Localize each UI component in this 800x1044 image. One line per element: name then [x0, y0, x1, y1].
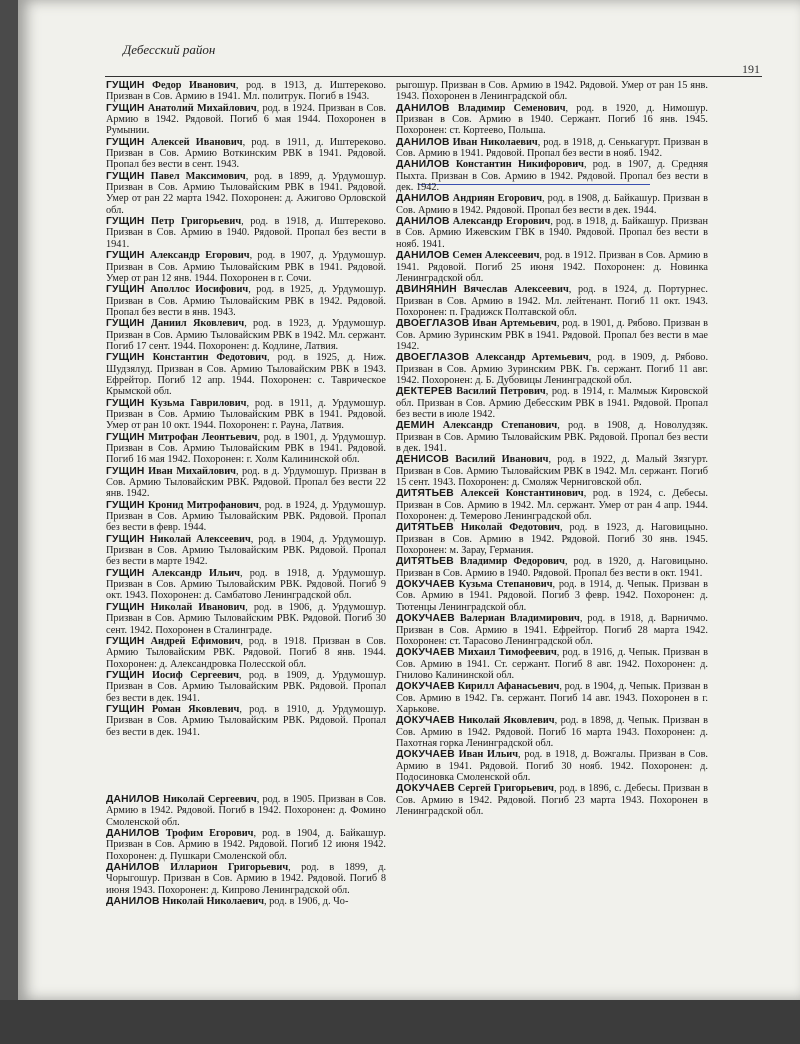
entry-given-name: Алексей Константинович	[460, 488, 584, 500]
entry-details: , род. в 1901, д. Рябово. Призван в Сов. Армию Зуринским РВК в 1941. Рядовой. Пропал без вести в мае 1942.	[396, 318, 708, 352]
memorial-entry	[106, 670, 386, 704]
entry-given-name: Федор Иванович	[152, 80, 236, 91]
entry-surname: ГУЩИН	[106, 431, 145, 443]
header-rule	[105, 76, 762, 77]
memorial-entry	[106, 137, 386, 171]
entry-details: , род. в 1904, д. Урдумошур. Призван в Сов. Армию Тыловайским РВК. Рядовой. Пропал без вести в марте 1942.	[106, 533, 386, 568]
memorial-entry	[396, 783, 708, 817]
entry-surname: ГУЩИН	[106, 397, 145, 409]
entry-surname: ДАНИЛОВ	[396, 193, 450, 205]
memorial-entry	[106, 862, 386, 896]
entry-given-name: Николай Иванович	[150, 601, 246, 613]
entry-surname: ДОКУЧАЕВ	[396, 715, 455, 727]
memorial-entry	[396, 386, 708, 420]
memorial-entry	[396, 352, 708, 386]
entry-given-name: Иван Николаевич	[452, 136, 538, 148]
entry-given-name: Владимир Федорович	[459, 556, 565, 568]
entry-given-name: Николай Сергеевич	[162, 793, 257, 805]
page-number: 191	[742, 62, 760, 76]
entry-details: , род. в 1909, д. Урдумошур. Призван в Сов. Армию Тыловайским РВК. Рядовой. Пропал без вести в дек. 1941.	[106, 669, 387, 704]
entry-details: , род. в 1913, д. Иштереково. Призван в Сов. Армию в 1941. Мл. политрук. Погиб в 1943.	[106, 80, 386, 103]
memorial-entry	[396, 318, 708, 352]
entry-surname: ДЕМИН	[396, 420, 435, 432]
entry-surname: ДОКУЧАЕВ	[396, 579, 455, 591]
scan-bottom-edge	[0, 1000, 800, 1044]
entry-given-name: Николай Николаевич	[162, 896, 264, 908]
entry-surname: ДИТЯТЬЕВ	[396, 488, 454, 500]
entry-details: , род. в 1906, д. Чо-	[264, 896, 349, 908]
column-gap	[106, 738, 386, 794]
memorial-entry	[106, 432, 386, 466]
memorial-entry	[396, 488, 708, 522]
entry-surname: ГУЩИН	[106, 136, 145, 148]
entry-details: , род. в 1924, д. Урдумошур. Призван в Сов. Армию Тыловайским РВК. Рядовой. Пропал без вести в февр. 1944.	[106, 499, 386, 534]
entry-given-name: Николай Алексеевич	[149, 533, 251, 545]
entry-given-name: Андриян Егорович	[452, 193, 542, 205]
memorial-entry	[106, 318, 386, 352]
entry-surname: ГУЩИН	[106, 669, 145, 681]
memorial-entry	[106, 103, 386, 137]
entry-surname: ДАНИЛОВ	[106, 862, 160, 873]
entry-details: , род. в 1923, д. Наговицыно. Призван в Сов. Армию в 1942. Рядовой. Погиб 30 янв. 1945. Похоронен: м. Зарау, Германия.	[396, 522, 708, 557]
entry-given-name: Александр Ильич	[151, 567, 240, 579]
entry-details: рыгошур. Призван в Сов. Армию в 1942. Рядовой. Умер от ран 15 янв. 1943. Похоронен в Ленинградской обл.	[396, 80, 708, 103]
entry-details: , род. в 1911, д. Урдумошур. Призван в Сов. Армию Тыловайским РВК в 1941. Рядовой. Умер от ран 10 окт. 1944. Похоронен: г. Рауна, Латвия.	[106, 397, 386, 432]
memorial-entry	[396, 103, 708, 137]
entry-surname: ДАНИЛОВ	[396, 136, 450, 148]
entry-details: , род. в 1918, д. Иштереково. Призван в Сов. Армию в 1940. Рядовой. Пропал без вести в 1941.	[106, 216, 386, 250]
entry-details: , род. в 1925, д. Ниж. Шудзялуд. Призван в Сов. Армию Тыловайским РВК в 1943. Ефрейтор. Погиб 12 апр. 1944. Похоронен: с. Таврическое Крымской обл.	[106, 352, 387, 398]
entry-details: , род. в 1918. Призван в Сов. Армию Тыловайским РВК. Рядовой. Погиб 8 янв. 1944. Похоронен: д. Александровка Полесской обл.	[106, 635, 386, 670]
memorial-entry	[106, 284, 386, 318]
memorial-entry	[106, 250, 386, 284]
entry-surname: ДОКУЧАЕВ	[396, 647, 455, 659]
entry-details: , род. в 1918, д. Сенькагурт. Призван в Сов. Армию в 1941. Рядовой. Пропал без вести в нояб. 1942.	[396, 136, 709, 160]
right-column	[396, 80, 708, 817]
entry-surname: ДИТЯТЬЕВ	[396, 522, 454, 534]
memorial-entry	[106, 398, 386, 432]
entry-surname: ДОКУЧАЕВ	[396, 783, 455, 795]
memorial-entry	[106, 80, 386, 103]
memorial-entry	[396, 193, 708, 216]
entry-surname: ГУЩИН	[106, 284, 145, 296]
entry-surname: ДЕНИСОВ	[396, 454, 450, 466]
right-entry-list	[396, 80, 708, 817]
entry-details: , род. в 1916, д. Чепык. Призван в Сов. Армию в 1941. Ст. сержант. Погиб 8 авг. 1942. Похоронен: д. Гнилово Калининской обл.	[396, 647, 708, 681]
entry-given-name: Петр Григорьевич	[151, 216, 242, 228]
entry-given-name: Алексей Иванович	[150, 136, 243, 148]
entry-surname: ДАНИЛОВ	[106, 827, 160, 839]
entry-given-name: Михаил Тимофеевич	[458, 647, 557, 659]
entry-details: , род. в 1920, д. Нимошур. Призван в Сов. Армию в 1940. Сержант. Погиб 16 янв. 1945. Похоронен: ст. Кортеево, Польша.	[396, 102, 709, 137]
memorial-entry	[396, 454, 708, 488]
entry-surname: ГУЩИН	[106, 703, 145, 715]
memorial-entry	[396, 749, 708, 783]
entry-details: , род. в 1896, с. Дебесы. Призван в Сов. Армию в 1942. Рядовой. Погиб 23 марта 1943. Похоронен в Ленинградской обл.	[396, 783, 709, 817]
entry-details: , род. в 1909, д. Рябово. Призван в Сов. Армию Зуринским РВК. Гв. сержант. Погиб 11 авг. 1942. Похоронен: д. Б. Дубовицы Ленинградской обл.	[396, 352, 709, 386]
memorial-entry	[396, 522, 708, 556]
entry-given-name: Василий Петрович	[456, 386, 546, 398]
entry-details: , род. в 1899, д. Урдумошур. Призван в Сов. Армию Тыловайским РВК в 1941. Рядовой. Умер от ран 22 марта 1942. Похоронен: д. Ажигово Орловской обл.	[106, 170, 386, 216]
entry-surname: ДОКУЧАЕВ	[396, 681, 455, 693]
entry-surname: ДОКУЧАЕВ	[396, 613, 455, 625]
memorial-entry	[106, 602, 386, 636]
memorial-entry	[106, 500, 386, 534]
entry-given-name: Александр Егорович	[149, 250, 250, 262]
entry-given-name: Роман Яковлевич	[151, 703, 240, 715]
entry-surname: ДВИНЯНИН	[396, 284, 457, 296]
entry-details: , род. в 1905. Призван в Сов. Армию в 1942. Рядовой. Погиб в 1942. Похоронен: д. Фомино Смоленской обл.	[106, 793, 386, 828]
entry-given-name: Александр Егорович	[452, 216, 551, 228]
entry-given-name: Трофим Егорович	[165, 827, 254, 839]
entry-given-name: Кронид Митрофанович	[147, 499, 259, 511]
entry-surname: ДАНИЛОВ	[396, 102, 450, 114]
entry-details: , род. в 1914, г. Малмыж Кировской обл. Призван в Сов. Армию Дебесским РВК в 1941. Рядовой. Пропал без вести в июле 1942.	[396, 386, 708, 420]
entry-details: , род. в 1898, д. Чепык. Призван в Сов. Армию в 1942. Рядовой. Погиб 16 марта 1943. Похоронен: д. Пахотная горка Ленинградской обл.	[396, 715, 708, 749]
left-column	[106, 80, 386, 907]
entry-given-name: Иосиф Сергеевич	[151, 669, 239, 681]
entry-surname: ДВОЕГЛАЗОВ	[396, 352, 470, 364]
entry-surname: ДАНИЛОВ	[396, 159, 450, 171]
memorial-entry	[106, 568, 386, 602]
entry-given-name: Аполлос Иосифович	[150, 284, 249, 296]
entry-surname: ГУЩИН	[106, 635, 145, 647]
entry-details: , род. в 1925, д. Урдумошур. Призван в Сов. Армию Тыловайским РВК в 1942. Рядовой. Пропал без вести в янв. 1943.	[106, 284, 386, 318]
memorial-entry	[106, 534, 386, 568]
entry-details: , род. в 1918, д. Байкашур. Призван в Сов. Армию Ижевским ГВК в 1940. Рядовой. Пропал без вести в нояб. 1941.	[396, 216, 708, 250]
entry-surname: ГУЩИН	[106, 216, 145, 228]
entry-given-name: Сергей Григорьевич	[457, 783, 554, 795]
entry-surname: ГУЩИН	[106, 465, 145, 477]
memorial-entry	[106, 896, 386, 907]
memorial-entry	[396, 216, 708, 250]
memorial-entry	[106, 216, 386, 250]
memorial-entry	[396, 159, 708, 193]
entry-given-name: Митрофан Леонтьевич	[148, 431, 258, 443]
district-title: Дебесский район	[123, 42, 216, 57]
entry-given-name: Илларион Григорьевич	[170, 862, 289, 873]
entry-surname: ДАНИЛОВ	[396, 216, 450, 228]
entry-surname: ДАНИЛОВ	[106, 793, 160, 805]
entry-details: , род. в 1923, д. Урдумошур. Призван в Сов. Армию Тыловайским РВК в 1942. Мл. сержант. Погиб 17 сент. 1944. Похоронен: д. Кодлине, Латвия.	[106, 318, 386, 352]
entry-details: , род. в 1899, д. Чорыгошур. Призван в Сов. Армию в 1942. Рядовой. Погиб 8 июня 1943. Похоронен: д. Кипрово Ленинградской обл.	[106, 862, 387, 896]
entry-surname: ДВОЕГЛАЗОВ	[396, 318, 470, 330]
memorial-entry	[396, 250, 708, 284]
entry-details: , род. в 1908, д. Байкашур. Призван в Сов. Армию в 1942. Рядовой. Пропал без вести в дек. 1944.	[396, 193, 708, 216]
entry-surname: ГУЩИН	[106, 318, 145, 330]
entry-surname: ГУЩИН	[106, 170, 145, 182]
entry-given-name: Иван Ильич	[458, 749, 519, 761]
entry-details: , род. в 1920, д. Наговицыно. Призван в Сов. Армию в 1940. Рядовой. Пропал без вести в окт. 1941.	[396, 556, 708, 579]
entry-details: , род. в 1914, д. Чепык. Призван в Сов. Армию в 1941. Рядовой. Погиб 3 февр. 1942. Похоронен: д. Тютенцы Ленинградской обл.	[396, 579, 708, 613]
entry-surname: ГУЩИН	[106, 352, 145, 364]
memorial-entry	[106, 352, 386, 397]
entry-given-name: Александр Степанович	[442, 420, 558, 432]
entry-details: , род. в 1901, д. Урдумошур. Призван в Сов. Армию Тыловайским РВК в 1941. Рядовой. Погиб 16 мая 1942. Похоронен: г. Холм Калининской обл.	[106, 431, 387, 466]
entry-given-name: Константин Никифорович	[455, 159, 584, 171]
memorial-entry	[396, 137, 708, 160]
entry-surname: ДИТЯТЬЕВ	[396, 556, 454, 568]
memorial-entry	[396, 715, 708, 749]
entry-surname: ДАНИЛОВ	[396, 250, 450, 262]
entry-details: , род. в 1918, д. Варничмо. Призван в Сов. Армию в 1941. Ефрейтор. Погиб 28 марта 1942. Похоронен: ст. Тарасово Ленинградской обл.	[396, 613, 708, 647]
left-entry-list	[106, 80, 386, 738]
entry-surname: ГУЩИН	[106, 601, 145, 613]
entry-surname: ДОКУЧАЕВ	[396, 749, 455, 761]
entry-given-name: Василий Иванович	[455, 454, 549, 466]
entry-given-name: Константин Федотович	[152, 352, 268, 364]
entry-given-name: Валериан Владимирович	[459, 613, 580, 625]
entry-given-name: Павел Максимович	[150, 170, 246, 182]
entry-surname: ГУЩИН	[106, 102, 145, 114]
entry-details: , род. в д. Урдумошур. Призван в Сов. Армию Тыловайским РВК. Рядовой. Пропал без вести 22 янв. 1942.	[106, 465, 386, 500]
entry-given-name: Иван Артемьевич	[472, 318, 557, 330]
entry-given-name: Николай Яковлевич	[458, 715, 555, 727]
entry-surname: ДЕКТЕРЕВ	[396, 386, 453, 398]
entry-details: , род. в 1918, д. Вожгалы. Призван в Сов. Армию в 1941. Рядовой. Погиб 30 нояб. 1942. Похоронен: д. Подосиновка Смоленской обл.	[396, 749, 709, 783]
memorial-entry	[396, 579, 708, 613]
memorial-entry	[396, 420, 708, 454]
entry-given-name: Кирилл Афанасьевич	[457, 681, 560, 693]
entry-details: , род. в 1906, д. Урдумошур. Призван в Сов. Армию Тыловайским РВК. Рядовой. Погиб 30 сент. 1942. Похоронен в Сталинграде.	[106, 601, 387, 636]
entry-given-name: Семен Алексеевич	[452, 250, 540, 262]
memorial-entry	[106, 466, 386, 500]
entry-given-name: Анатолий Михайлович	[147, 102, 257, 114]
memorial-entry	[396, 284, 708, 318]
left-bottom-entry-list	[106, 794, 386, 907]
entry-given-name: Даниил Яковлевич	[150, 318, 245, 330]
memorial-entry	[396, 556, 708, 579]
entry-surname: ГУЩИН	[106, 533, 145, 545]
entry-given-name: Вячеслав Алексеевич	[463, 284, 569, 296]
entry-given-name: Андрей Ефимович	[150, 635, 241, 647]
entry-details: , род. в 1924, с. Дебесы. Призван в Сов. Армию в 1942. Мл. сержант. Умер от ран 4 апр. 1944. Похоронен: д. Темерово Ленинградской обл.	[396, 488, 709, 523]
entry-details: , род. в 1912. Призван в Сов. Армию в 1941. Рядовой. Погиб 25 июня 1942. Похоронен: д. Новинка Ленинградской обл.	[396, 250, 708, 284]
entry-details: , род. в 1924, д. Портурнес. Призван в Сов. Армию в 1942. Мл. лейтенант. Погиб 11 окт. 1943. Похоронен: п. Градижск Полтавской обл.	[396, 284, 709, 318]
entry-surname: ГУЩИН	[106, 499, 145, 511]
memorial-entry	[106, 171, 386, 216]
entry-given-name: Александр Артемьевич	[475, 352, 589, 364]
memorial-entry	[396, 80, 708, 103]
entry-surname: ГУЩИН	[106, 80, 145, 91]
entry-given-name: Николай Федотович	[460, 522, 560, 534]
memorial-entry	[106, 828, 386, 862]
entry-details: , род. в 1908, д. Новолудзяк. Призван в Сов. Армию Тыловайским РВК. Рядовой. Пропал без вести в дек. 1941.	[396, 420, 709, 454]
entry-given-name: Кузьма Гаврилович	[150, 397, 247, 409]
memorial-entry	[106, 794, 386, 828]
entry-given-name: Иван Михайлович	[148, 465, 236, 477]
entry-details: , род. в 1911, д. Иштереково. Призван в Сов. Армию Воткинским РВК в 1941. Рядовой. Пропал без вести в сент. 1943.	[106, 136, 387, 171]
entry-details: , род. в 1922, д. Малый Зязгурт. Призван в Сов. Армию Тыловайским РВК в 1942. Мл. сержант. Погиб 15 сент. 1943. Похоронен: д. Смоляж Черниговской обл.	[396, 454, 708, 489]
entry-details: , род. в 1904, д. Байкашур. Призван в Сов. Армию в 1942. Рядовой. Погиб 12 июня 1942. Похоронен: д. Пушкари Смоленской обл.	[106, 827, 386, 862]
entry-details: , род. в 1918, д. Урдумошур. Призван в Сов. Армию Тыловайским РВК. Рядовой. Погиб 9 окт. 1943. Похоронен: д. Самбатово Ленинградской обл.	[106, 567, 387, 602]
memorial-entry	[106, 636, 386, 670]
entry-given-name: Владимир Семенович	[457, 102, 566, 114]
entry-given-name: Кузьма Степанович	[458, 579, 553, 591]
entry-surname: ГУЩИН	[106, 250, 145, 262]
entry-details: , род. в 1924. Призван в Сов. Армию в 1942. Рядовой. Погиб 6 мая 1944. Похоронен в Румынии.	[106, 102, 386, 137]
entry-details: , род. в 1904, д. Чепык. Призван в Сов. Армию в 1942. Гв. сержант. Погиб 14 авг. 1943. Похоронен в г. Харькове.	[396, 681, 708, 715]
memorial-entry	[396, 681, 708, 715]
memorial-entry	[106, 704, 386, 738]
memorial-entry	[396, 647, 708, 681]
entry-details: , род. в 1907, д. Урдумошур. Призван в Сов. Армию Тыловайским РВК в 1941. Рядовой. Умер от ран 12 янв. 1944. Похоронен в г. Сочи.	[106, 250, 387, 284]
memorial-entry	[396, 613, 708, 647]
entry-details: , род. в 1910, д. Урдумошур. Призван в Сов. Армию Тыловайским РВК. Рядовой. Пропал без вести в дек. 1941.	[106, 703, 386, 738]
entry-surname: ГУЩИН	[106, 567, 145, 579]
entry-surname: ДАНИЛОВ	[106, 896, 160, 908]
entry-details: , род. в 1907, д. Средняя Пыхта. Призван в Сов. Армию в 1942. Рядовой. Пропал без вести в дек. 1942.	[396, 159, 708, 194]
page-header	[123, 42, 760, 76]
